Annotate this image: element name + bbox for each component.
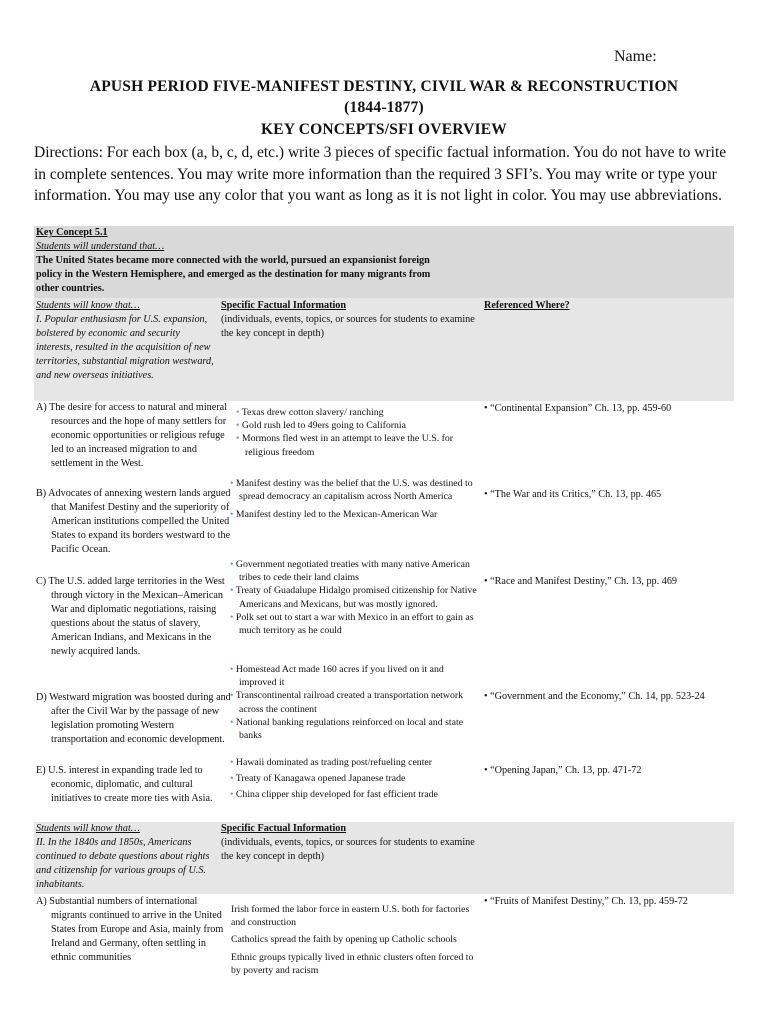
row-c-ref: • “Race and Manifest Destiny,” Ch. 13, pp. 469 xyxy=(484,576,678,587)
list-item: • Polk set out to start a war with Mexico in an effort to gain as much territory as he could xyxy=(230,611,474,637)
list-item: • Texas drew cotton slavery/ ranching xyxy=(236,407,384,418)
list-item: Catholics spread the faith by opening up Catholic schools xyxy=(231,934,457,946)
name-label: Name: xyxy=(614,48,657,65)
row-e-sfi xyxy=(230,756,480,802)
list-item: • Government negotiated treaties with many native American tribes to cede their land claims xyxy=(230,559,470,584)
row-2a-text: A) Substantial numbers of international migrants continued to arrive in the United States from Europe and Asia, mainly from Ireland and Germany, often settling in ethnic communities xyxy=(36,896,224,963)
title-line-2: (1844-1877) xyxy=(344,99,424,116)
row-c-text: C) The U.S. added large territories in the West through victory in the Mexican–American War and diplomatic negotiations, raising questions about the status of slavery, American Indians, and Mexicans in the newly acquired lands. xyxy=(36,576,225,657)
section-2-topic xyxy=(36,822,216,892)
list-item: • Treaty of Kanagawa opened Japanese trade xyxy=(230,773,406,785)
list-item: • Homestead Act made 160 acres if you lived on it and improved it xyxy=(230,664,444,689)
sfi-header-sub: (individuals, events, topics, or sources for students to examine the key concept in depth) xyxy=(221,836,475,862)
section-1-topic-text: I. Popular enthusiasm for U.S. expansion, bolstered by economic and security interests, resulted in the acquisition of new territories, substantial migration westward, and new overseas initiatives. xyxy=(36,313,214,381)
list-item: • Transcontinental railroad created a transportation network across the continent xyxy=(230,690,464,715)
section-1-sfi-header xyxy=(221,299,481,341)
key-concept-statement: The United States became more connected with the world, pursued an expansionist foreign policy in the Western Hemisphere, and emerged as the destination for many migrants from other countries. xyxy=(36,255,431,294)
key-concept-label: Key Concept 5.1 xyxy=(36,227,108,238)
row-a-text: A) The desire for access to natural and mineral resources and the hope of many settlers for economic opportunities or religious refuge led to an increased migration to and settlement in the West. xyxy=(36,402,228,469)
list-item: • Hawaii dominated as trading post/refueling center xyxy=(230,757,433,768)
row-b-ref: • “The War and its Critics,” Ch. 13, pp. 465 xyxy=(484,489,662,500)
sfi-header-sub: (individuals, events, topics, or sources for students to examine the key concept in depth) xyxy=(221,313,475,339)
title-line-3: KEY CONCEPTS/SFI OVERVIEW xyxy=(261,121,507,138)
key-concept-band xyxy=(34,226,734,298)
row-e-text: E) U.S. interest in expanding trade led to economic, diplomatic, and cultural initiatives to create more ties with Asia. xyxy=(36,765,213,804)
list-item: Ethnic groups typically lived in ethnic clusters often forced to by poverty and racism xyxy=(231,951,474,976)
row-2a-sfi xyxy=(231,903,481,977)
row-c-sfi xyxy=(230,558,492,637)
row-d-sfi xyxy=(230,663,480,742)
list-item: • Manifest destiny led to the Mexican-American War xyxy=(230,509,438,521)
title-line-1: APUSH PERIOD FIVE-MANIFEST DESTINY, CIVIL WAR & RECONSTRUCTION xyxy=(89,78,679,95)
row-d-text: D) Westward migration was boosted during and after the Civil War by the passage of new legislation promoting Western transportation and economic development. xyxy=(36,692,231,745)
list-item: • Mormons fled west in an attempt to leave the U.S. for religious freedom xyxy=(236,433,454,458)
row-b-sfi xyxy=(230,477,480,522)
row-d-ref: • “Government and the Economy,” Ch. 14, pp. 523-24 xyxy=(484,691,705,702)
list-item: Irish formed the labor force in eastern U.S. both for factories and construction xyxy=(231,904,470,929)
list-item: • National banking regulations reinforced on local and state banks xyxy=(230,716,464,742)
section-2-know: Students will know that… xyxy=(36,823,140,834)
row-e-ref: • “Opening Japan,” Ch. 13, pp. 471-72 xyxy=(484,765,642,776)
list-item: • Treaty of Guadalupe Hidalgo promised citizenship for Native Americans and Mexicans, but was mostly ignored. xyxy=(230,585,477,610)
row-b-text: B) Advocates of annexing western lands argued that Manifest Destiny and the superiority of American institutions compelled the United States to expand its borders westward to the Pacific Ocean. xyxy=(36,488,231,555)
key-concept-understand: Students will understand that… xyxy=(36,241,165,252)
directions-text: Directions: For each box (a, b, c, d, etc.) write 3 pieces of specific factual information. You do not have to write in complete sentences. You may write more information than the required 3 SFI’s. You may write or type your information. You may use any color that you want as long as it is not light in color. You may use abbreviations. xyxy=(34,144,727,204)
referenced-where-header: Referenced Where? xyxy=(484,300,570,311)
list-item: • China clipper ship developed for fast efficient trade xyxy=(230,789,438,801)
section-1-topic xyxy=(36,299,216,382)
row-a-ref: • “Continental Expansion” Ch. 13, pp. 459-60 xyxy=(484,403,672,414)
row-a-sfi xyxy=(236,406,476,459)
list-item: • Manifest destiny was the belief that the U.S. was destined to spread democracy an capitalism across North America xyxy=(230,478,473,503)
sfi-header-label: Specific Factual Information xyxy=(221,823,347,834)
row-2a-ref: • “Fruits of Manifest Destiny,” Ch. 13, pp. 459-72 xyxy=(484,896,688,907)
sfi-header-label: Specific Factual Information xyxy=(221,300,347,311)
section-2-sfi-header xyxy=(221,822,481,864)
list-item: • Gold rush led to 49ers going to California xyxy=(236,420,406,432)
section-2-topic-text: II. In the 1840s and 1850s, Americans continued to debate questions about rights and citizenship for various groups of U.S. inhabitants. xyxy=(36,836,210,890)
section-1-know: Students will know that… xyxy=(36,300,140,311)
